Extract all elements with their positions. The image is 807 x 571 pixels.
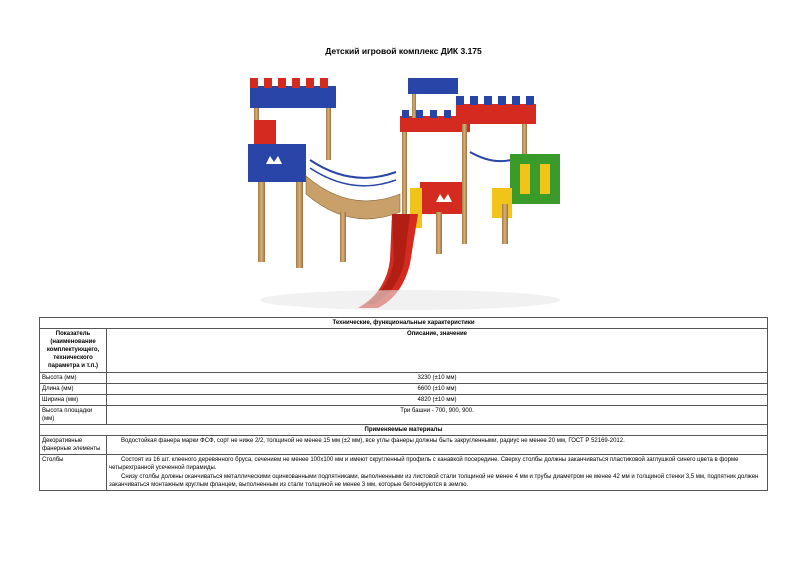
table-row	[40, 383, 768, 394]
row-label: Декоративные фанерные элементы	[40, 436, 107, 455]
row-label: Ширина (мм)	[40, 394, 107, 405]
row-label: Длина (мм)	[40, 383, 107, 394]
left-roof	[250, 86, 336, 108]
table-row	[40, 436, 768, 455]
row-value: Три башни - 700, 900, 900.	[107, 405, 768, 424]
tech-section-header: Технические, функциональные характеристики	[40, 318, 768, 329]
playground-complex-image	[240, 64, 567, 314]
spec-table	[39, 317, 768, 491]
row-value: 4820 (±10 мм)	[107, 394, 768, 405]
table-row	[40, 405, 768, 424]
right-panel	[510, 154, 560, 204]
paragraph: Состоят из 16 шт. клееного деревянного бруса, сечением не менее 100х100 мм и имеют скругленный профиль с канавкой посередине. Сверху столбы должны заканчиваться пластиковой заглушкой синего цвета в форме четырехгранной усеченной пирамиды.	[109, 457, 739, 472]
paragraph: Снизу столбы должны оканчиваться металлическими оцинкованными подпятниками, выполненными из листовой стали толщиной не менее 4 мм и трубы диаметром не менее 42 мм и толщиной стенки 3,5 мм, подпятник должен заканчиваться монтажным круглым фланцем, выполненным из стали толщиной не менее 3 мм, которые бетонируются в землю.	[109, 473, 759, 488]
row-label: Столбы	[40, 455, 107, 490]
row-label: Высота площадки (мм)	[40, 405, 107, 424]
col1-header: Показатель (наименование комплектующего, технического параметра и т.п.)	[40, 329, 107, 372]
page-title: Детский игровой комплекс ДИК 3.175	[325, 46, 482, 56]
row-label: Высота (мм)	[40, 372, 107, 383]
table-row	[40, 372, 768, 383]
table-row	[40, 394, 768, 405]
row-value: 3230 (±10 мм)	[107, 372, 768, 383]
row-value: 6600 (±10 мм)	[107, 383, 768, 394]
row-text: Водостойкая фанера марки ФСФ, сорт не ниже 2/2, толщиной не менее 15 мм (±2 мм), все углы фанеры должны быть закругленными, радиус не менее 20 мм, ГОСТ Р 52169-2012.	[107, 436, 768, 455]
materials-section-header: Применяемые материалы	[40, 425, 768, 436]
middle-panel	[420, 182, 466, 214]
row-text-cell	[107, 455, 768, 490]
col2-header: Описание, значение	[107, 329, 768, 372]
table-row	[40, 455, 768, 490]
